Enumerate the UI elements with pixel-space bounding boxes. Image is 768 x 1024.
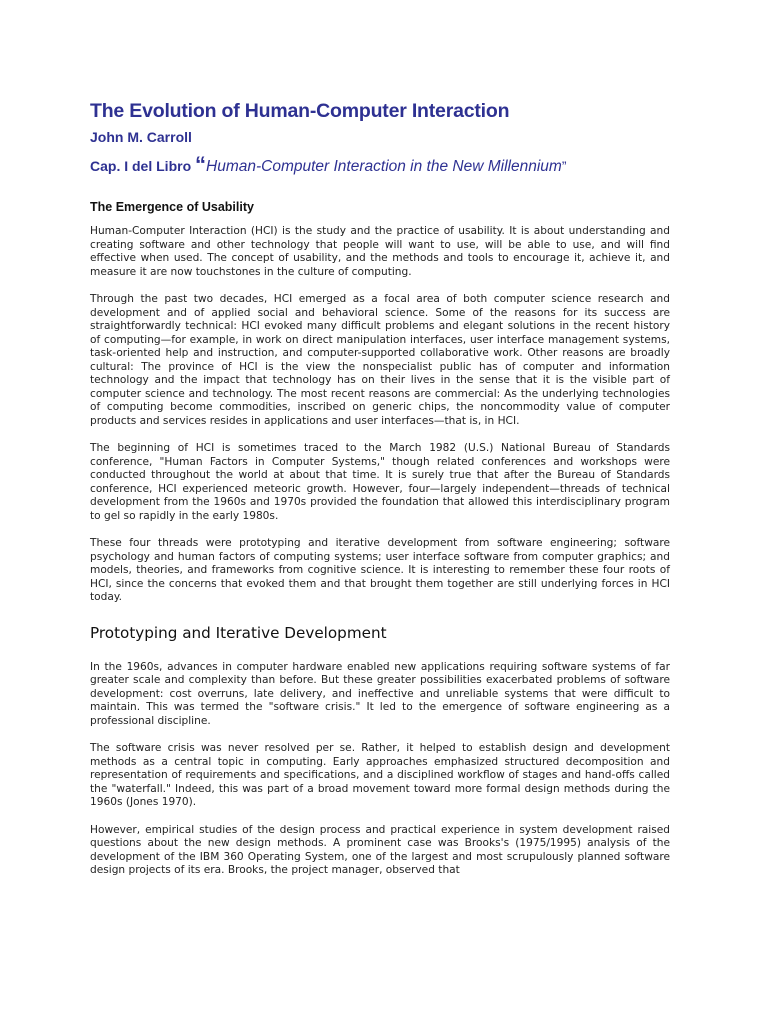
- section-heading-usability: The Emergence of Usability: [90, 200, 254, 214]
- paragraph: These four threads were prototyping and iterative development from software engineering; software psychology and human factors of computing systems; user interface software from computer graphics; and models, theories, and frameworks from cognitive science. It is interesting to remember these four roots of HCI, since the concerns that evoked them and that brought them together are still underlying forces in HCI today.: [90, 537, 670, 603]
- document-source: [90, 152, 670, 177]
- paragraph: The software crisis was never resolved per se. Rather, it helped to establish design and development methods as a central topic in computing. Early approaches emphasized structured decomposition and representation of requirements and specifications, and a disciplined workflow of stages and hand-offs called the "waterfall." Indeed, this was part of a broad movement toward more formal design methods during the 1960s (Jones 1970).: [90, 742, 670, 808]
- paragraph: The beginning of HCI is sometimes traced to the March 1982 (U.S.) National Bureau of Standards conference, "Human Factors in Computer Systems," though related conferences and workshops were conducted throughout the world at about that time. It is surely true that after the Bureau of Standards conference, HCI experienced meteoric growth. However, four—largely independent—threads of technical development from the 1960s and 1970s provided the foundation that allowed this interdisciplinary program to gel so rapidly in the early 1980s.: [90, 442, 670, 522]
- source-quote-open: “: [195, 152, 207, 177]
- paragraph: However, empirical studies of the design process and practical experience in system development raised questions about the new design methods. A prominent case was Brooks's (1975/1995) analysis of the development of the IBM 360 Operating System, one of the largest and most scrupulously planned software design projects of its era. Brooks, the project manager, observed that: [90, 823, 670, 876]
- source-quote-close: ”: [561, 158, 567, 174]
- paragraph: Through the past two decades, HCI emerged as a focal area of both computer science research and development and of applied social and behavioral science. Some of the reasons for its success are straightforwardly technical: HCI evoked many difficult problems and elegant solutions in the recent history of computing—for example, in work on direct manipulation interfaces, user interface management systems, task-oriented help and instruction, and computer-supported collaborative work. Other reasons are broadly cultural: The province of HCI is the view the nonspecialist public has of computer and information technology and the impact that technology has on their lives in the sense that it is the visible part of computer science and technology. The most recent reasons are commercial: As the underlying technologies of computing become commodities, inscribed on generic chips, the noncommodity value of computer products and services resides in applications and user interfaces—that is, in HCI.: [90, 293, 670, 427]
- section-heading-prototyping: Prototyping and Iterative Development: [90, 623, 387, 642]
- paragraph: Human-Computer Interaction (HCI) is the study and the practice of usability. It is about understanding and creating software and other technology that people will want to use, will be able to use, and will find effective when used. The concept of usability, and the methods and tools to encourage it, achieve it, and measure it are now touchstones in the culture of computing.: [90, 225, 670, 278]
- paragraph: In the 1960s, advances in computer hardware enabled new applications requiring software systems of far greater scale and complexity than before. But these greater possibilities exacerbated problems of software development: cost overruns, late delivery, and ineffective and unreliable systems that were difficult to maintain. This was termed the "software crisis." It led to the emergence of software engineering as a professional discipline.: [90, 660, 670, 727]
- source-prefix: Cap. I del Libro: [90, 158, 192, 174]
- document-author: John M. Carroll: [90, 129, 192, 145]
- source-book-title: Human-Computer Interaction in the New Millennium: [206, 158, 562, 175]
- document-title: The Evolution of Human-Computer Interaction: [90, 100, 510, 122]
